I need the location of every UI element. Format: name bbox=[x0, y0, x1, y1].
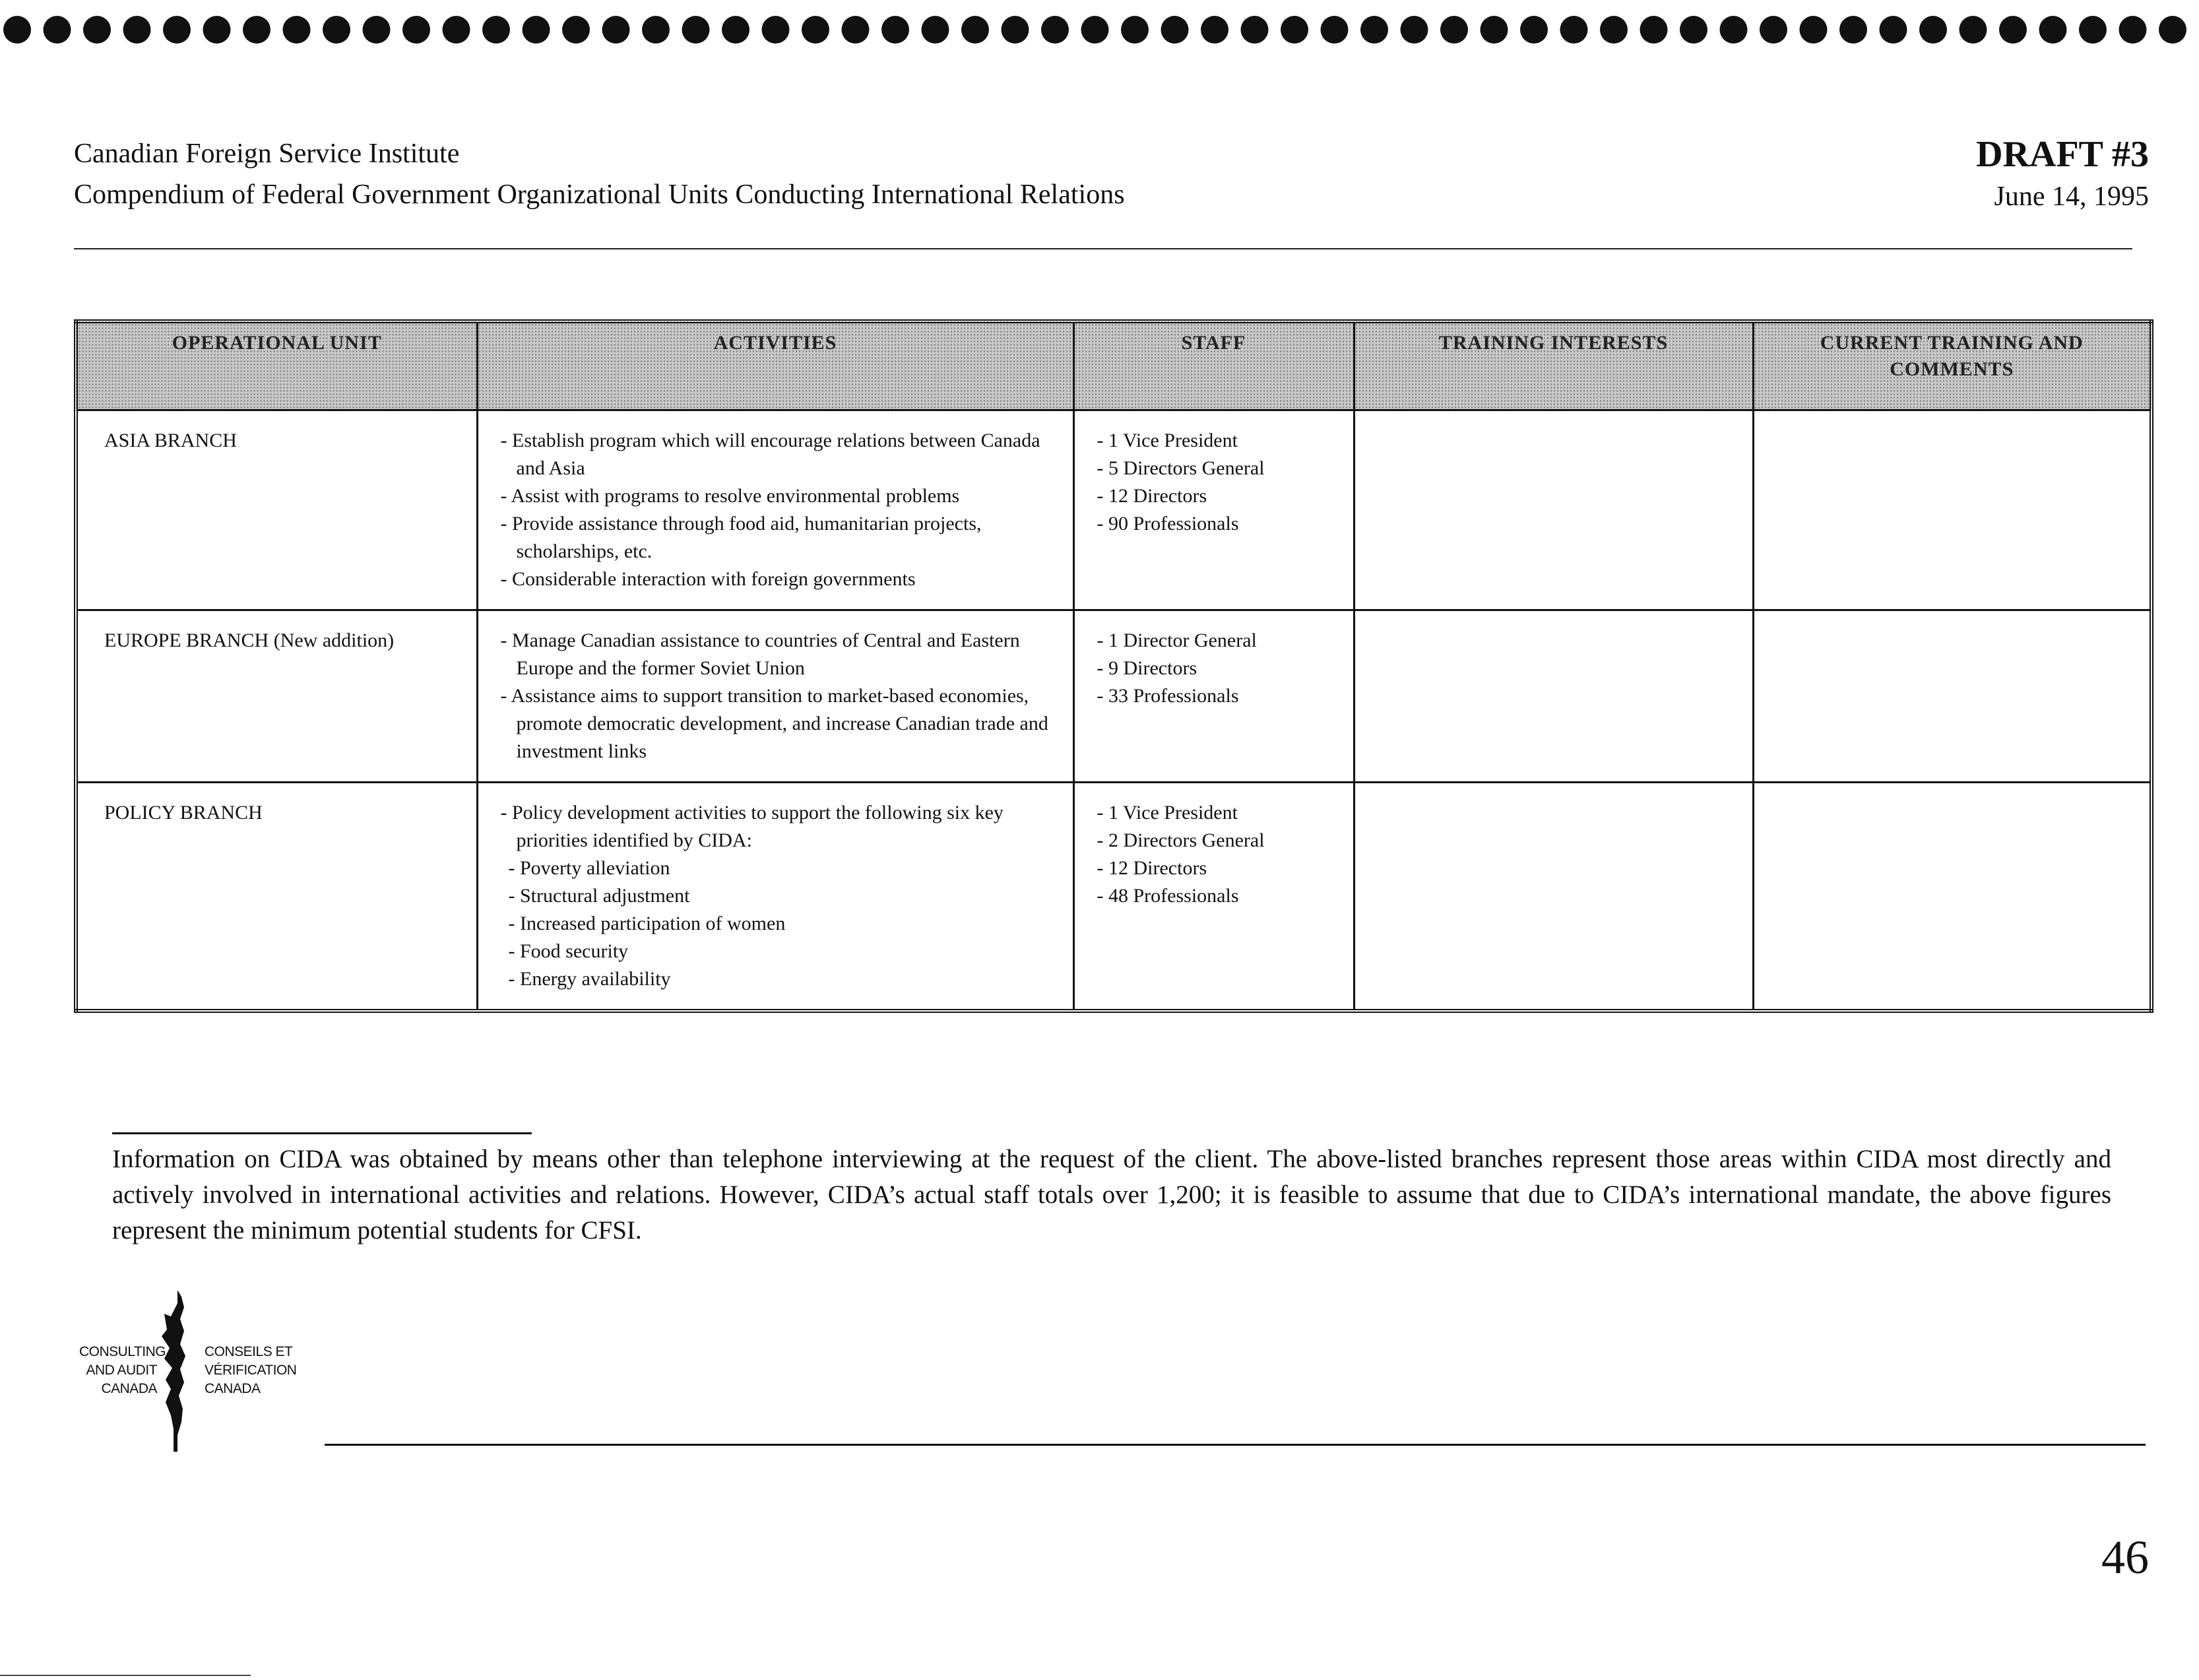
binder-hole bbox=[1401, 16, 1428, 44]
binder-hole bbox=[1800, 16, 1828, 44]
binder-hole bbox=[163, 16, 191, 44]
binder-hole bbox=[1281, 16, 1308, 44]
priority-item: - Energy availability bbox=[509, 965, 1054, 993]
binder-hole bbox=[2119, 16, 2147, 44]
binder-hole bbox=[762, 16, 790, 44]
binder-holes bbox=[0, 7, 2199, 53]
binder-hole bbox=[1360, 16, 1388, 44]
activity-item: - Policy development activities to support the following six key priorities identified by CIDA: bbox=[501, 799, 1054, 855]
col-header-operational-unit: OPERATIONAL UNIT bbox=[76, 321, 477, 410]
unit-name: ASIA BRANCH bbox=[76, 410, 477, 610]
training-interests-cell bbox=[1354, 610, 1753, 783]
binder-hole bbox=[1760, 16, 1787, 44]
staff-item: - 2 Directors General bbox=[1097, 827, 1335, 855]
binder-hole bbox=[1201, 16, 1228, 44]
binder-hole bbox=[1880, 16, 1907, 44]
binder-hole bbox=[682, 16, 710, 44]
priority-item: - Poverty alleviation bbox=[509, 855, 1054, 882]
staff-item: - 5 Directors General bbox=[1097, 455, 1335, 482]
binder-hole bbox=[881, 16, 909, 44]
activity-item: - Establish program which will encourage relations between Canada and Asia bbox=[501, 427, 1054, 482]
binder-hole bbox=[1640, 16, 1668, 44]
staff-item: - 1 Vice President bbox=[1097, 799, 1335, 827]
binder-hole bbox=[1919, 16, 1947, 44]
header-divider bbox=[74, 248, 2132, 249]
document-header bbox=[74, 133, 1125, 215]
current-training-cell bbox=[1753, 610, 2151, 783]
footnote: Information on CIDA was obtained by means other than telephone interviewing at the request of the client. The above-listed branches represent those areas within CIDA most directly and actively involved in international activities and relations. However, CIDA’s actual staff totals over 1,200; it is feasible to assume that due to CIDA’s international mandate, the above figures represent the minimum potential students for CFSI. bbox=[112, 1145, 2111, 1244]
staff-item: - 90 Professionals bbox=[1097, 510, 1335, 538]
logo-text-french: CONSEILS ET VÉRIFICATION CANADA bbox=[205, 1344, 297, 1396]
staff-item: - 1 Director General bbox=[1097, 627, 1335, 655]
binder-hole bbox=[1081, 16, 1109, 44]
binder-hole bbox=[1720, 16, 1748, 44]
binder-hole bbox=[1839, 16, 1867, 44]
binder-hole bbox=[243, 16, 271, 44]
binder-hole bbox=[1121, 16, 1149, 44]
draft-info bbox=[1976, 132, 2149, 216]
col-header-staff: STAFF bbox=[1073, 321, 1354, 410]
binder-hole bbox=[961, 16, 989, 44]
maple-leaf-split-icon bbox=[162, 1290, 201, 1452]
staff-item: - 1 Vice President bbox=[1097, 427, 1335, 455]
binder-hole bbox=[1440, 16, 1468, 44]
binder-hole bbox=[83, 16, 111, 44]
binder-hole bbox=[523, 16, 550, 44]
binder-hole bbox=[1241, 16, 1269, 44]
col-header-current-training: CURRENT TRAINING AND COMMENTS bbox=[1753, 321, 2151, 410]
training-interests-cell bbox=[1354, 783, 1753, 1012]
binder-hole bbox=[283, 16, 311, 44]
priority-item: - Food security bbox=[509, 938, 1054, 965]
priority-item: - Increased participation of women bbox=[509, 910, 1054, 938]
logo-text-english: CONSULTING AND AUDIT CANADA bbox=[79, 1344, 166, 1396]
binder-hole bbox=[2159, 16, 2186, 44]
activities-cell bbox=[477, 610, 1073, 783]
binder-hole bbox=[1680, 16, 1707, 44]
binder-hole bbox=[1321, 16, 1349, 44]
activities-cell bbox=[477, 410, 1073, 610]
institute-name: Canadian Foreign Service Institute bbox=[74, 139, 460, 169]
training-interests-cell bbox=[1354, 410, 1753, 610]
bottom-edge-line bbox=[0, 1675, 251, 1676]
binder-hole bbox=[842, 16, 870, 44]
current-training-cell bbox=[1753, 783, 2151, 1012]
staff-cell bbox=[1073, 783, 1354, 1012]
binder-hole bbox=[1600, 16, 1628, 44]
cac-logo bbox=[79, 1290, 297, 1452]
priority-item: - Structural adjustment bbox=[509, 882, 1054, 910]
staff-item: - 33 Professionals bbox=[1097, 682, 1335, 710]
draft-date: June 14, 1995 bbox=[1994, 181, 2149, 212]
unit-name: EUROPE BRANCH (New addition) bbox=[76, 610, 477, 783]
binder-hole bbox=[1960, 16, 1987, 44]
binder-hole bbox=[1041, 16, 1069, 44]
binder-hole bbox=[1560, 16, 1588, 44]
binder-hole bbox=[642, 16, 670, 44]
binder-hole bbox=[363, 16, 391, 44]
units-table bbox=[74, 319, 2153, 1013]
binder-hole bbox=[1481, 16, 1508, 44]
binder-hole bbox=[402, 16, 430, 44]
table-row bbox=[76, 610, 2151, 783]
binder-hole bbox=[802, 16, 829, 44]
activity-item: - Manage Canadian assistance to countries of Central and Eastern Europe and the former Soviet Union bbox=[501, 627, 1054, 682]
binder-hole bbox=[1161, 16, 1189, 44]
staff-item: - 12 Directors bbox=[1097, 855, 1335, 882]
staff-item: - 12 Directors bbox=[1097, 482, 1335, 510]
binder-hole bbox=[3, 16, 31, 44]
footer-divider bbox=[325, 1444, 2146, 1446]
table-header-row bbox=[76, 321, 2151, 410]
binder-hole bbox=[44, 16, 71, 44]
activity-item: - Provide assistance through food aid, humanitarian projects, scholarships, etc. bbox=[501, 510, 1054, 565]
binder-hole bbox=[203, 16, 231, 44]
binder-hole bbox=[562, 16, 590, 44]
activity-item: - Assist with programs to resolve environmental problems bbox=[501, 482, 1054, 510]
staff-cell bbox=[1073, 610, 1354, 783]
activities-cell bbox=[477, 783, 1073, 1012]
staff-item: - 48 Professionals bbox=[1097, 882, 1335, 910]
binder-hole bbox=[922, 16, 949, 44]
binder-hole bbox=[722, 16, 749, 44]
activity-item: - Considerable interaction with foreign governments bbox=[501, 565, 1054, 593]
binder-hole bbox=[1520, 16, 1548, 44]
binder-hole bbox=[482, 16, 510, 44]
footnote-divider bbox=[112, 1132, 532, 1134]
binder-hole bbox=[1999, 16, 2027, 44]
binder-hole bbox=[123, 16, 151, 44]
binder-hole bbox=[2039, 16, 2067, 44]
table-row bbox=[76, 783, 2151, 1012]
binder-hole bbox=[2079, 16, 2107, 44]
col-header-training-interests: TRAINING INTERESTS bbox=[1354, 321, 1753, 410]
col-header-activities: ACTIVITIES bbox=[477, 321, 1073, 410]
compendium-title: Compendium of Federal Government Organizational Units Conducting International Relations bbox=[74, 179, 1125, 210]
binder-hole bbox=[323, 16, 350, 44]
staff-item: - 9 Directors bbox=[1097, 655, 1335, 682]
binder-hole bbox=[1002, 16, 1029, 44]
binder-hole bbox=[443, 16, 470, 44]
draft-label: DRAFT #3 bbox=[1976, 134, 2149, 175]
staff-cell bbox=[1073, 410, 1354, 610]
current-training-cell bbox=[1753, 410, 2151, 610]
unit-name: POLICY BRANCH bbox=[76, 783, 477, 1012]
table-row bbox=[76, 410, 2151, 610]
activity-item: - Assistance aims to support transition to market-based economies, promote democratic development, and increase Canadian trade and investment links bbox=[501, 682, 1054, 765]
page-number: 46 bbox=[2101, 1531, 2149, 1584]
binder-hole bbox=[602, 16, 630, 44]
